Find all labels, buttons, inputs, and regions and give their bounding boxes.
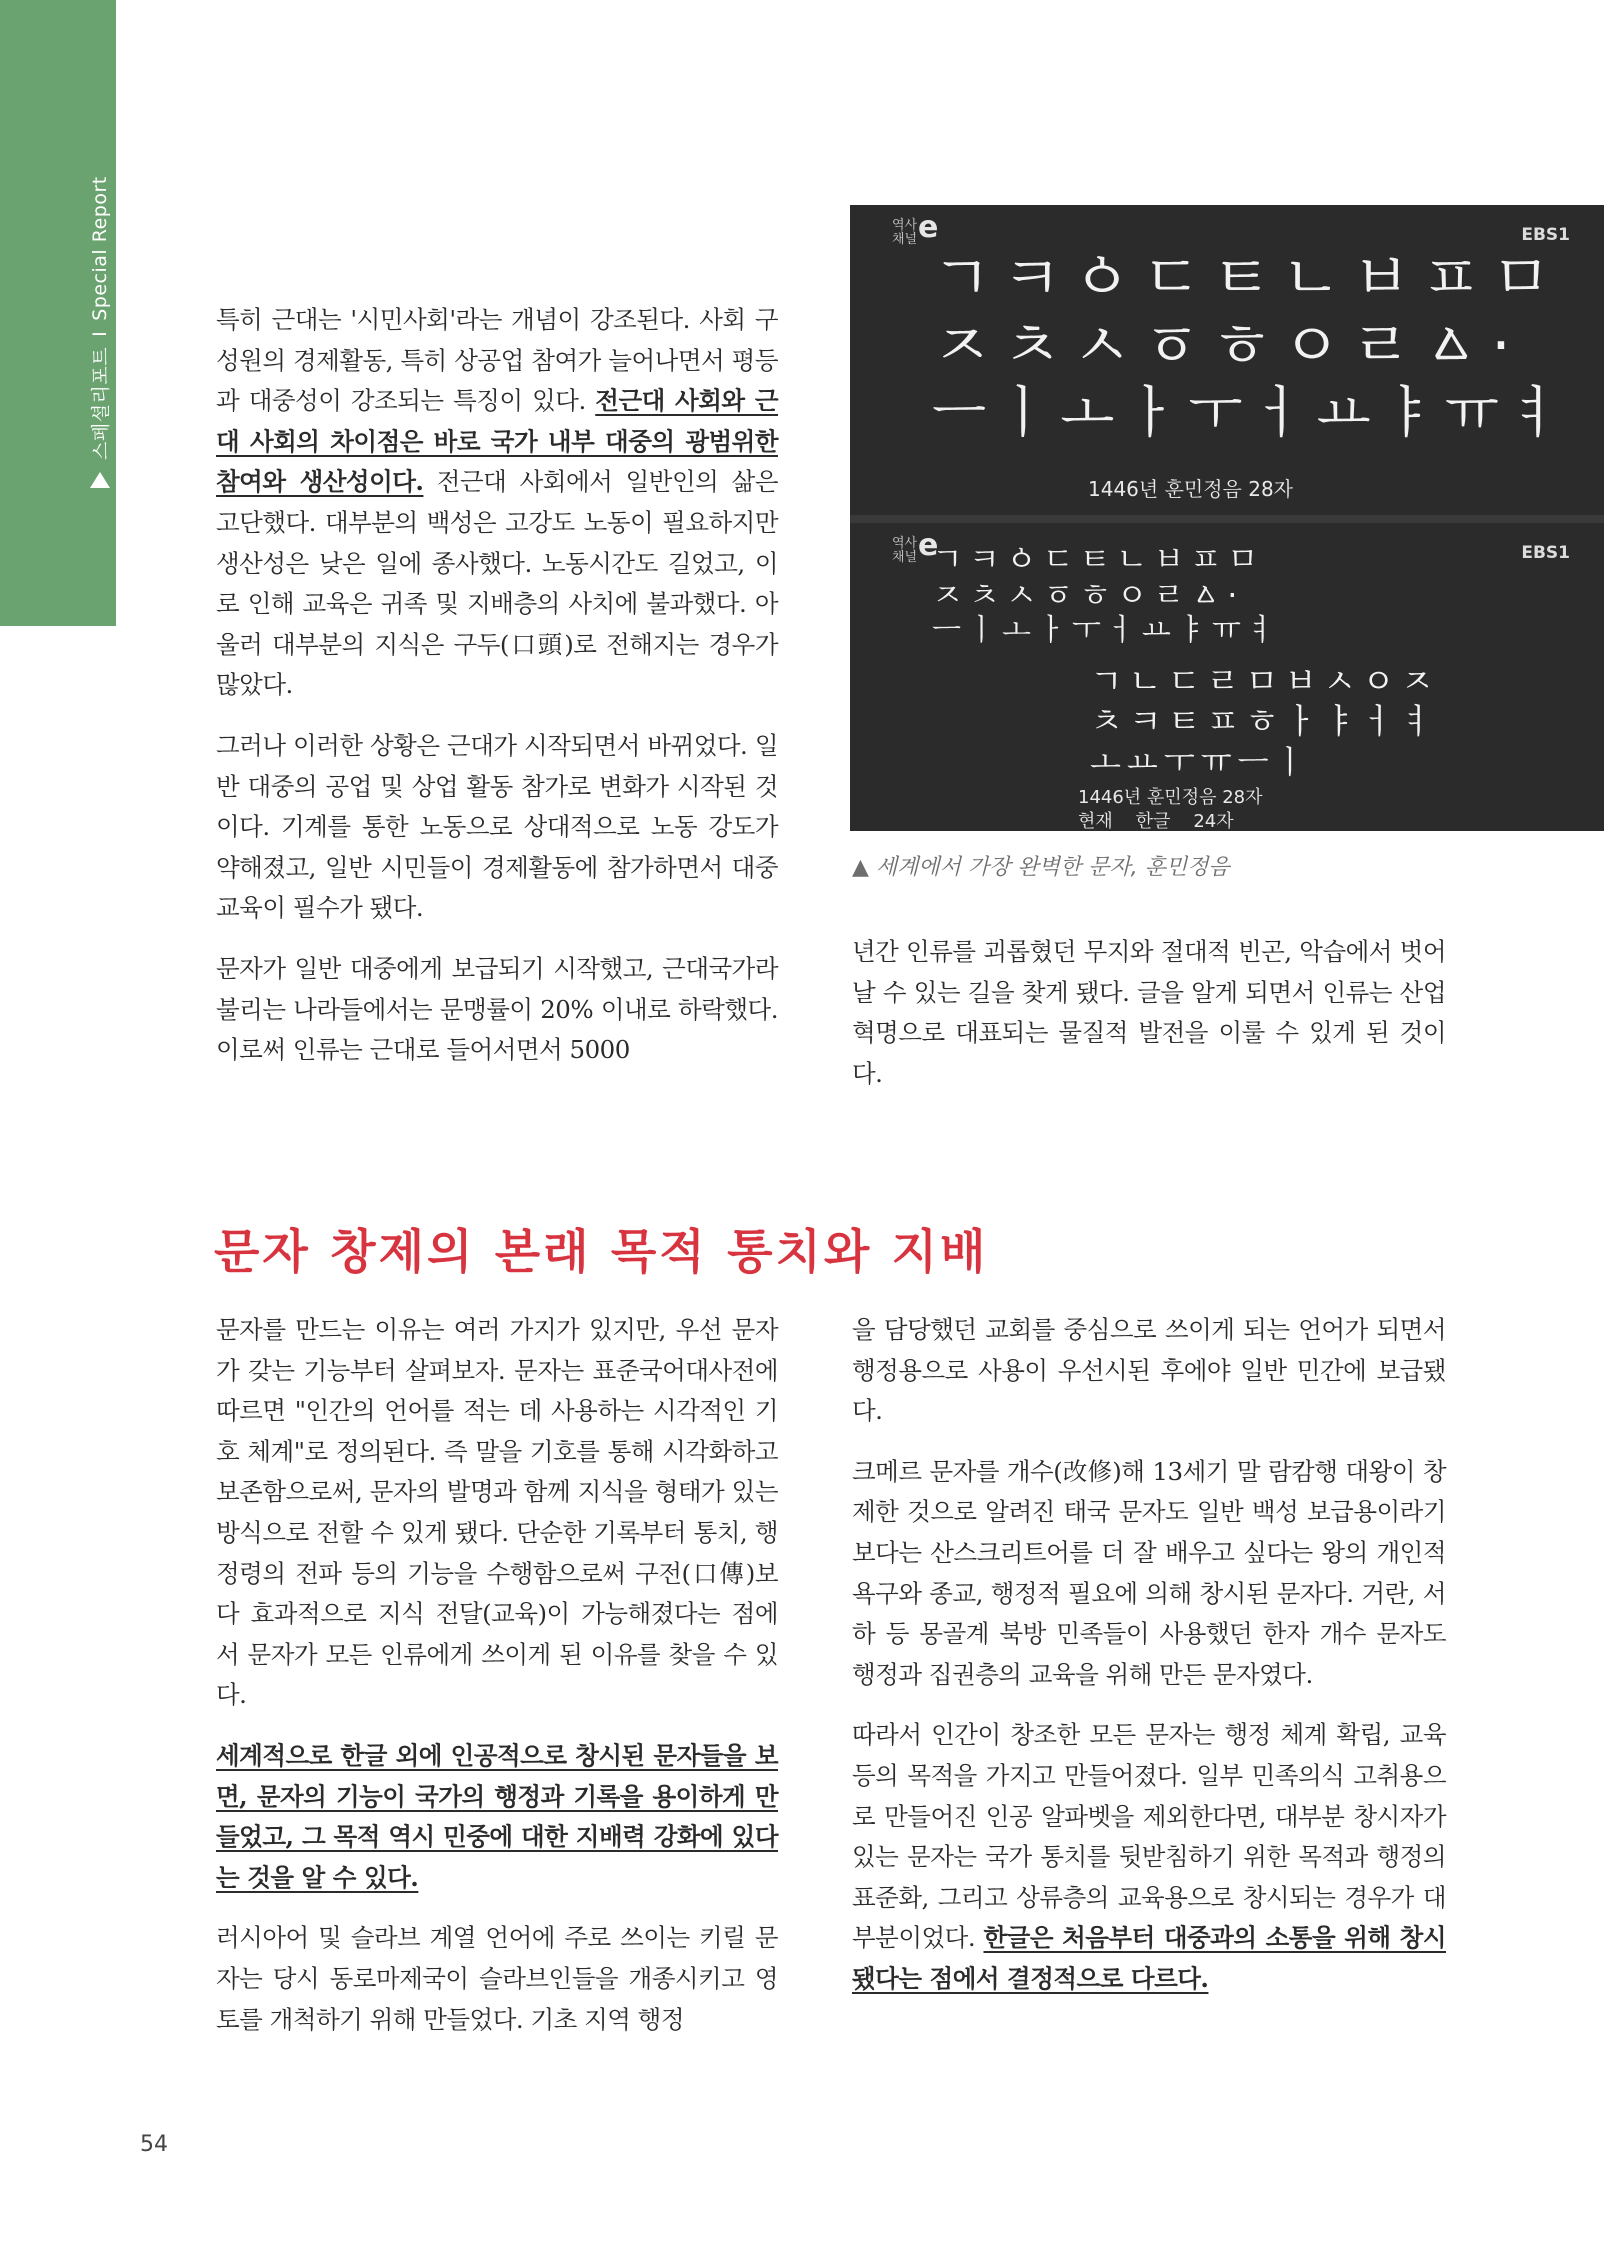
figure-top-caption: 1446년 훈민정음 28자 [1088, 477, 1293, 501]
section-heading: 문자 창제의 본래 목적 통치와 지배 [214, 1225, 989, 1280]
paragraph [216, 1736, 778, 1898]
jamo-row: ㅈㅊㅅㆆㅎㅇㄹㅿ· [932, 309, 1521, 382]
emphasized-text: 전근대 사회와 근대 사회의 차이점은 바로 국가 내부 대중의 광범위한 참여와 생산성이다. [216, 386, 778, 497]
mountain-logo-icon [90, 472, 110, 488]
paragraph-text: 문자가 일반 대중에게 보급되기 시작했고, 근대국가라 불리는 나라들에서는 문맹률이 20% 이내로 하락했다. 이로써 인류는 근대로 들어서면서 5000 [216, 953, 778, 1065]
paragraph [216, 300, 778, 706]
paragraph [216, 1310, 778, 1716]
ebs-logo: EBS1 [1521, 225, 1570, 245]
paragraph-text: 년간 인류를 괴롭혔던 무지와 절대적 빈곤, 악습에서 벗어날 수 있는 길을 찾게 됐다. 글을 알게 되면서 인류는 산업혁명으로 대표되는 물질적 발전을 이룰 수 있게 된 것이다. [852, 937, 1446, 1088]
paragraph-text: 특히 근대는 '시민사회'라는 개념이 강조된다. 사회 구성원의 경제활동, 특히 상공업 참여가 늘어나면서 평등과 대중성이 강조되는 특징이 있다. [216, 305, 778, 416]
paragraph [216, 726, 778, 929]
paragraph-text: 크메르 문자를 개수(改修)해 13세기 말 람캄행 대왕이 창제한 것으로 알려진 태국 문자도 일반 백성 보급용이라기보다는 산스크리트어를 더 잘 배우고 싶다는 왕의 개인적 욕구와 종교, 행정적 필요에 의해 창시된 문자다. 거란, 서하 등 몽골계 북방 민족들이 사용했던 한자 개수 문자도 행정과 집권층의 교육을 위해 만든 문자였다. [852, 1456, 1446, 1689]
hunminjeongeum-figure [850, 205, 1604, 831]
article-column-3 [216, 1310, 778, 2060]
channel-logo-e: e [918, 528, 939, 563]
section-label-en: Special Report [88, 176, 111, 321]
figure-panel-bottom [850, 523, 1604, 831]
figure-bottom-caption-1: 1446년 훈민정음 28자 [1078, 787, 1263, 808]
paragraph [852, 1310, 1446, 1432]
channel-logo [892, 210, 939, 247]
paragraph-text: 러시아어 및 슬라브 계열 언어에 주로 쓰이는 키릴 문자는 당시 동로마제국이 슬라브인들을 개종시키고 영토를 개척하기 위해 만들었다. 기초 지역 행정 [216, 1923, 778, 2034]
jamo-row-modern: ㄱㄴㄷㄹㅁㅂㅅㅇㅈ [1090, 662, 1440, 702]
paragraph-text: 전근대 사회에서 일반인의 삶은 고단했다. 대부분의 백성은 고강도 노동이 필요하지만 생산성은 낮은 일에 종사했다. 노동시간도 길었고, 이로 인해 교육은 귀족 및 지배층의 사치에 불과했다. 아울러 대부분의 지식은 구두(口頭)로 전해지는 경우가 많았다. [216, 467, 778, 700]
jamo-row-modern: ㅗㅛㅜㅠㅡㅣ [1090, 743, 1312, 781]
jamo-row-small: ㄱㅋㆁㄷㅌㄴㅂㅍㅁ [932, 540, 1265, 578]
channel-logo-text: 역사 채널 [892, 218, 918, 247]
jamo-row: ㄱㅋㆁㄷㅌㄴㅂㅍㅁ [932, 241, 1562, 314]
paragraph [852, 932, 1446, 1094]
article-column-4 [852, 1310, 1446, 2020]
channel-logo [892, 528, 939, 565]
article-column-1 [216, 300, 778, 1091]
paragraph-text: 문자를 만드는 이유는 여러 가지가 있지만, 우선 문자가 갖는 기능부터 살펴보자. 문자는 표준국어대사전에 따르면 "인간의 언어를 적는 데 사용하는 시각적인 기호 체계"로 정의된다. 즉 말을 기호를 통해 시각화하고 보존함으로써, 문자의 발명과 함께 지식을 형태가 있는 방식으로 전할 수 있게 됐다. 단순한 기록부터 통치, 행정령의 전파 등의 기능을 수행함으로써 구전(口傳)보다 효과적으로 지식 전달(교육)이 가능해졌다는 점에서 문자가 모든 인류에게 쓰이게 된 이유를 찾을 수 있다. [216, 1315, 778, 1710]
emphasized-text: 세계적으로 한글 외에 인공적으로 창시된 문자들을 보면, 문자의 기능이 국가의 행정과 기록을 용이하게 만들었고, 그 목적 역시 민중에 대한 지배력 강화에 있다는 것을 알 수 있다. [216, 1740, 778, 1892]
paragraph-text: 그러나 이러한 상황은 근대가 시작되면서 바뀌었다. 일반 대중의 공업 및 상업 활동 참가로 변화가 시작된 것이다. 기계를 통한 노동으로 상대적으로 노동 강도가 약해졌고, 일반 시민들이 경제활동에 참가하면서 대중 교육이 필수가 됐다. [216, 730, 778, 923]
paragraph [216, 949, 778, 1071]
article-column-2 [852, 932, 1446, 1114]
channel-logo-e: e [918, 210, 939, 245]
paragraph [852, 1452, 1446, 1696]
emphasized-text: 한글은 처음부터 대중과의 소통을 위해 창시됐다는 점에서 결정적으로 다르다. [852, 1923, 1446, 1993]
section-label-separator: I [88, 330, 111, 337]
paragraph-text: 따라서 인간이 창조한 모든 문자는 행정 체계 확립, 교육 등의 목적을 가지고 만들어졌다. 일부 민족의식 고취용으로 만들어진 인공 알파벳을 제외한다면, 대부분 창시자가 있는 문자는 국가 통치를 뒷받침하기 위한 목적과 행정의 표준화, 그리고 상류층의 교육용으로 창시되는 경우가 대부분이었다. [852, 1720, 1446, 1953]
channel-logo-text: 역사 채널 [892, 536, 918, 565]
jamo-row-small: ㅈㅊㅅㆆㅎㅇㄹㅿ· [932, 576, 1244, 614]
figure-caption: ▲ 세계에서 가장 완벽한 문자, 훈민정음 [852, 855, 1230, 880]
figure-panel-top [850, 205, 1604, 515]
paragraph [852, 1715, 1446, 1999]
section-label [86, 176, 113, 490]
paragraph-text: 을 담당했던 교회를 중심으로 쓰이게 되는 언어가 되면서 행정용으로 사용이 우선시된 후에야 일반 민간에 보급됐다. [852, 1315, 1446, 1426]
figure-bottom-caption-2: 현재 한글 24자 [1078, 811, 1234, 831]
jamo-row-small: ㅡㅣㅗㅏㅜㅓㅛㅑㅠㅕ [932, 613, 1282, 648]
section-label-ko: 스페셜리포트 [90, 346, 112, 460]
ebs-logo: EBS1 [1521, 543, 1570, 563]
page-number: 54 [140, 2132, 168, 2157]
jamo-row-modern: ㅊㅋㅌㅍㅎㅏㅑㅓㅕ [1090, 702, 1440, 742]
jamo-row: ㅡㅣㅗㅏㅜㅓㅛㅑㅠㅕ [932, 381, 1573, 446]
paragraph [216, 1918, 778, 2040]
